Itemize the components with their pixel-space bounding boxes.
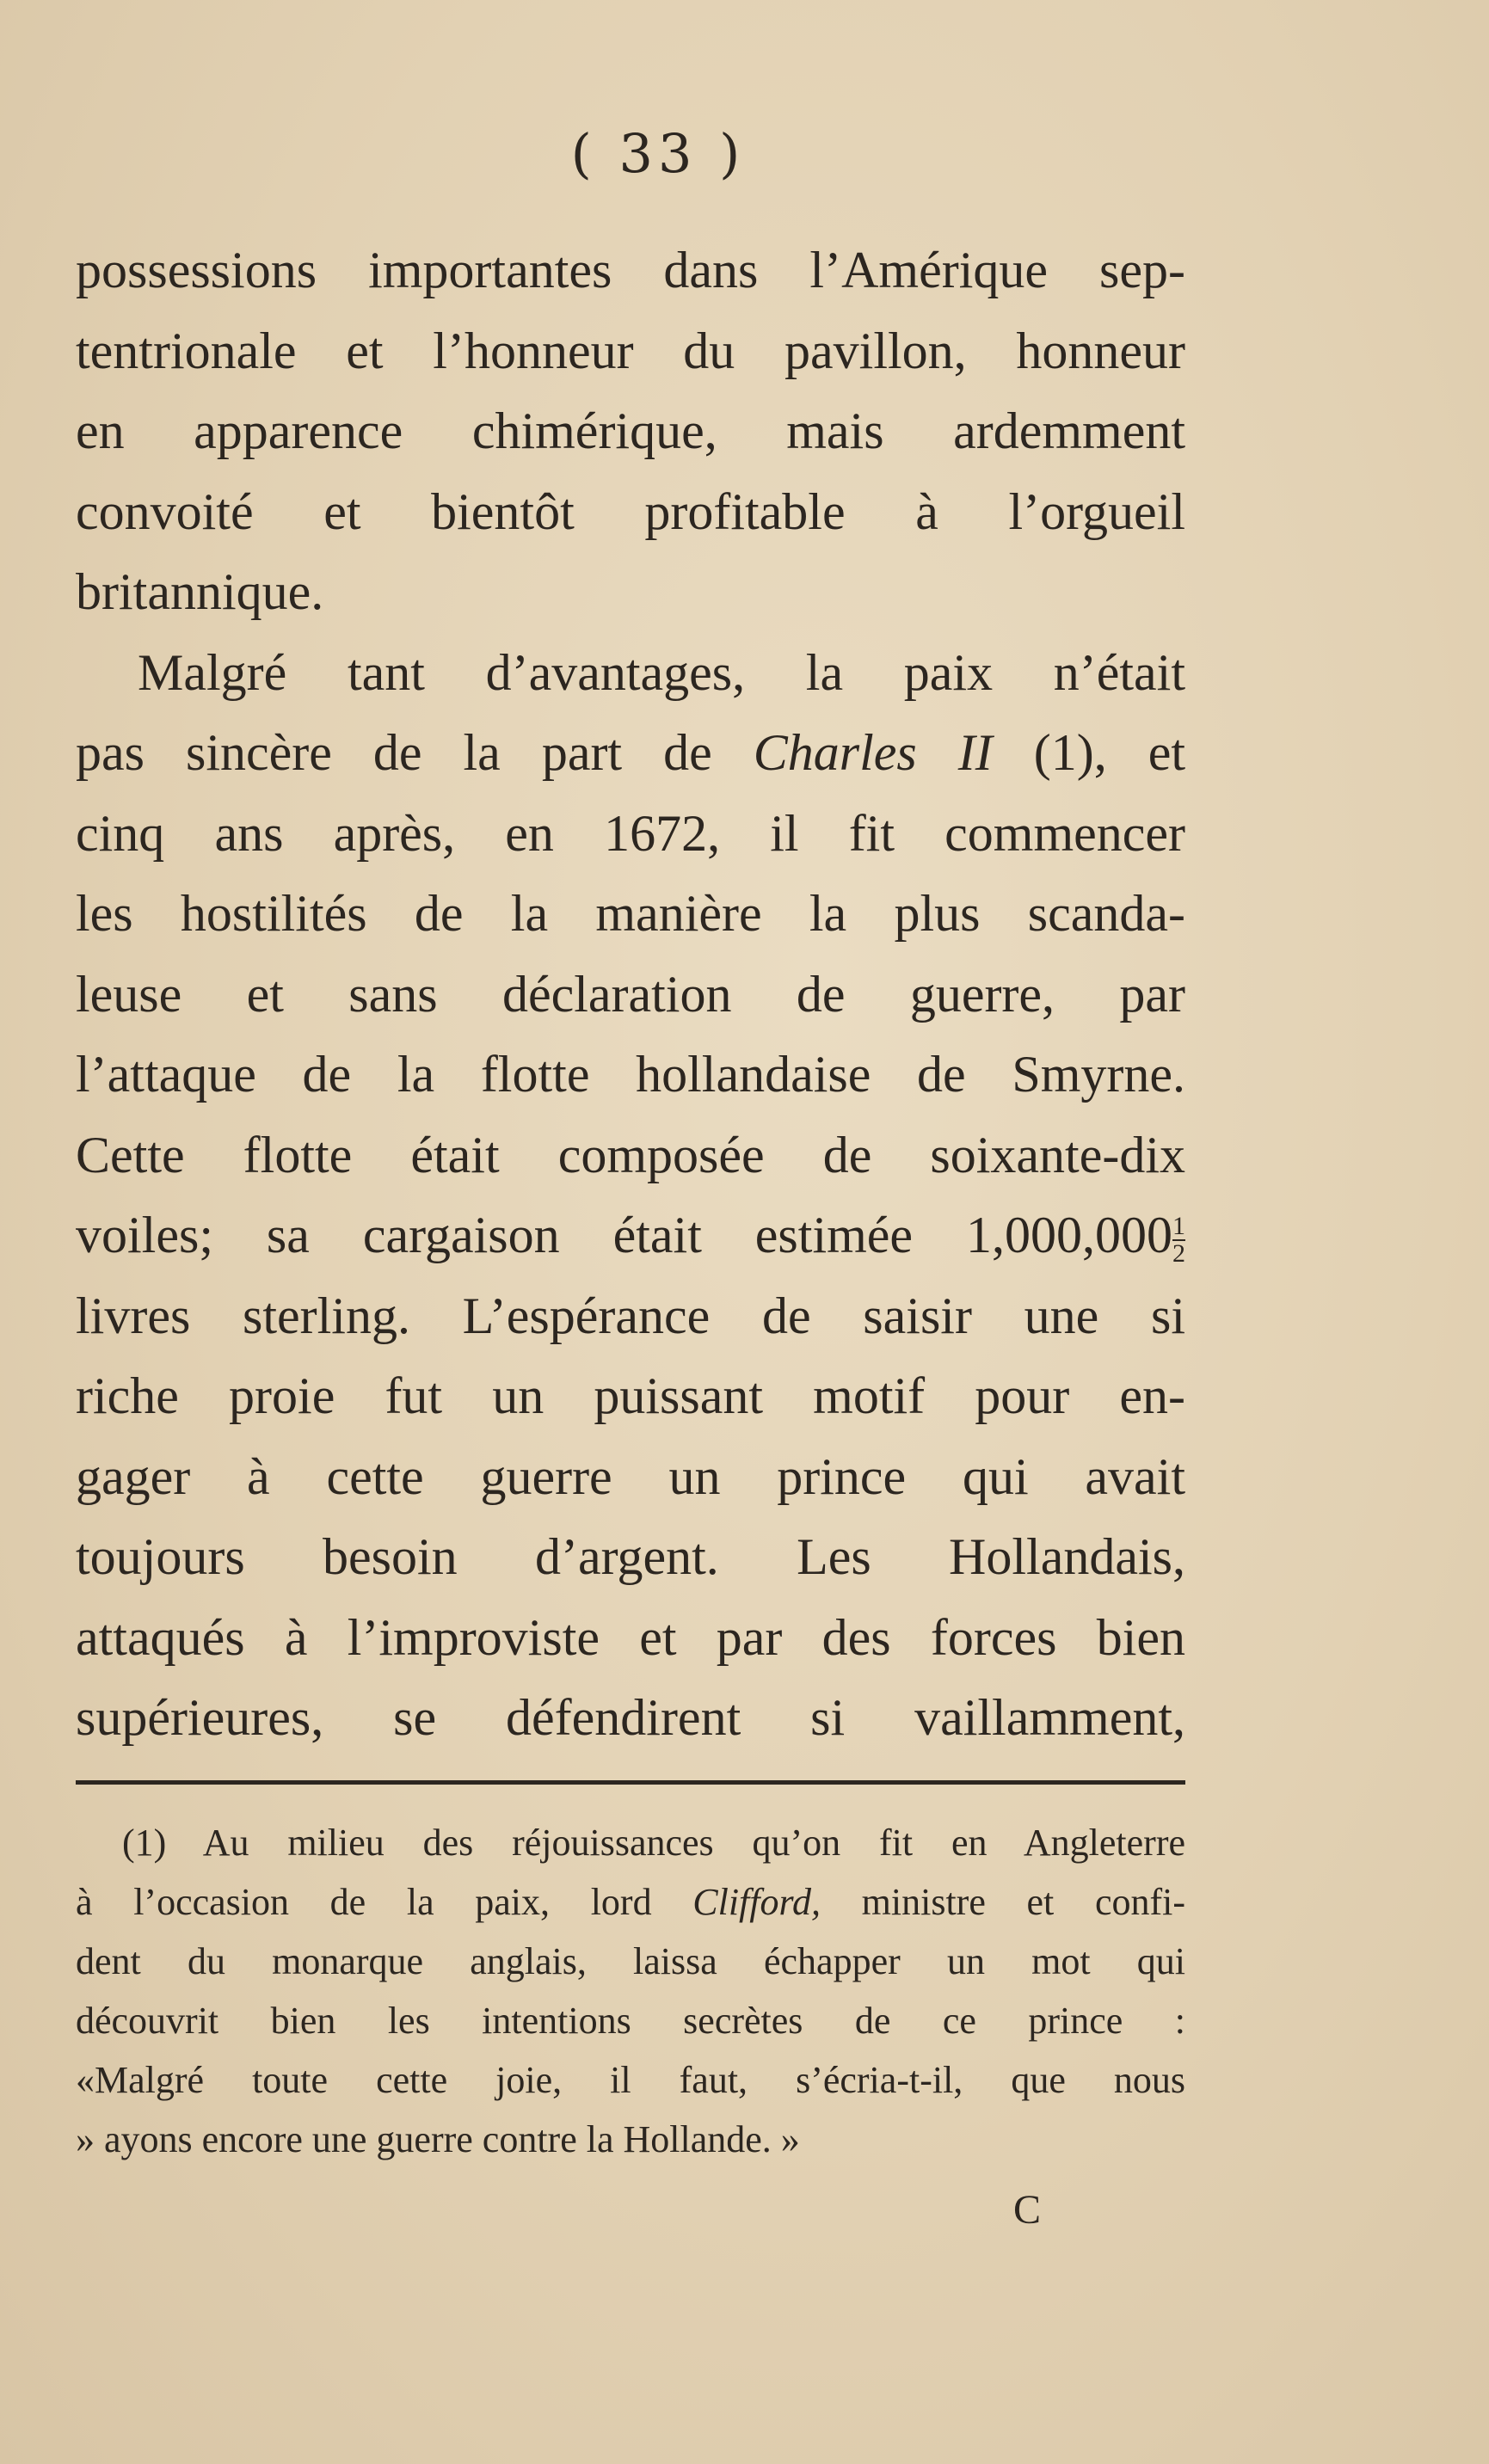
text-line: Cette flotte était composée de soixante-dix: [76, 1126, 1185, 1183]
text-line: attaqués à l’improviste et par des forces bien: [76, 1608, 1185, 1666]
text-line: britannique.: [76, 563, 324, 620]
text-line: tentrionale et l’honneur du pavillon, honneur: [76, 322, 1185, 379]
footnote-line: «Malgré toute cette joie, il faut, s’écria-t-il, que nous: [76, 2059, 1185, 2101]
fraction-numerator: 1: [1172, 1212, 1185, 1241]
text-line: convoité et bientôt profitable à l’orgueil: [76, 482, 1185, 540]
clifford-name: Clifford,: [692, 1881, 821, 1923]
footnote-line-clifford: [76, 1872, 1185, 1932]
text-line: leuse et sans déclaration de guerre, par: [76, 965, 1185, 1023]
text-line: Malgré tant d’avantages, la paix n’était: [138, 643, 1185, 701]
text-line-cargo: [76, 1195, 1185, 1276]
main-text: [76, 230, 1185, 1759]
footnote-rule: [76, 1780, 1185, 1785]
text-line-charles: [76, 713, 1185, 794]
charles-ii-name: Charles II: [753, 724, 993, 781]
text-segment: ministre et confi-: [821, 1881, 1186, 1923]
footnote-line: dent du monarque anglais, laissa échapper un mot qui: [76, 1940, 1185, 1982]
text-line: gager à cette guerre un prince qui avait: [76, 1447, 1185, 1505]
text-line: possessions importantes dans l’Amérique sep-: [76, 242, 1185, 298]
text-line: livres sterling. L’espérance de saisir une si: [76, 1287, 1185, 1344]
fraction-one-half: [1172, 1214, 1185, 1267]
footnote-line: découvrit bien les intentions secrètes de ce prince :: [76, 2000, 1185, 2042]
text-line: toujours besoin d’argent. Les Hollandais,: [76, 1528, 1185, 1585]
text-line: les hostilités de la manière la plus scanda-: [76, 885, 1185, 942]
page-number: ( 33 ): [570, 122, 746, 185]
text-segment: à l’occasion de la paix, lord: [76, 1881, 652, 1923]
footnote: [76, 1813, 1185, 2169]
text-segment: voiles; sa cargaison était estimée 1,000,000: [76, 1207, 1172, 1263]
text-segment: pas sincère de la part de: [76, 724, 712, 781]
signature-mark: C: [1012, 2187, 1043, 2233]
fraction-denominator: 2: [1172, 1239, 1185, 1269]
text-segment: (1), et: [992, 724, 1186, 781]
footnote-line: (1) Au milieu des réjouissances qu’on fit en Angleterre: [122, 1822, 1185, 1864]
text-line: en apparence chimérique, mais ardemment: [76, 402, 1185, 459]
text-line: cinq ans après, en 1672, il fit commencer: [76, 804, 1185, 862]
text-line: supérieures, se défendirent si vaillamment,: [76, 1689, 1185, 1746]
footnote-line: » ayons encore une guerre contre la Hollande. »: [76, 2118, 800, 2160]
text-line: l’attaque de la flotte hollandaise de Smyrne.: [76, 1046, 1185, 1103]
text-line: riche proie fut un puissant motif pour en-: [76, 1367, 1185, 1424]
